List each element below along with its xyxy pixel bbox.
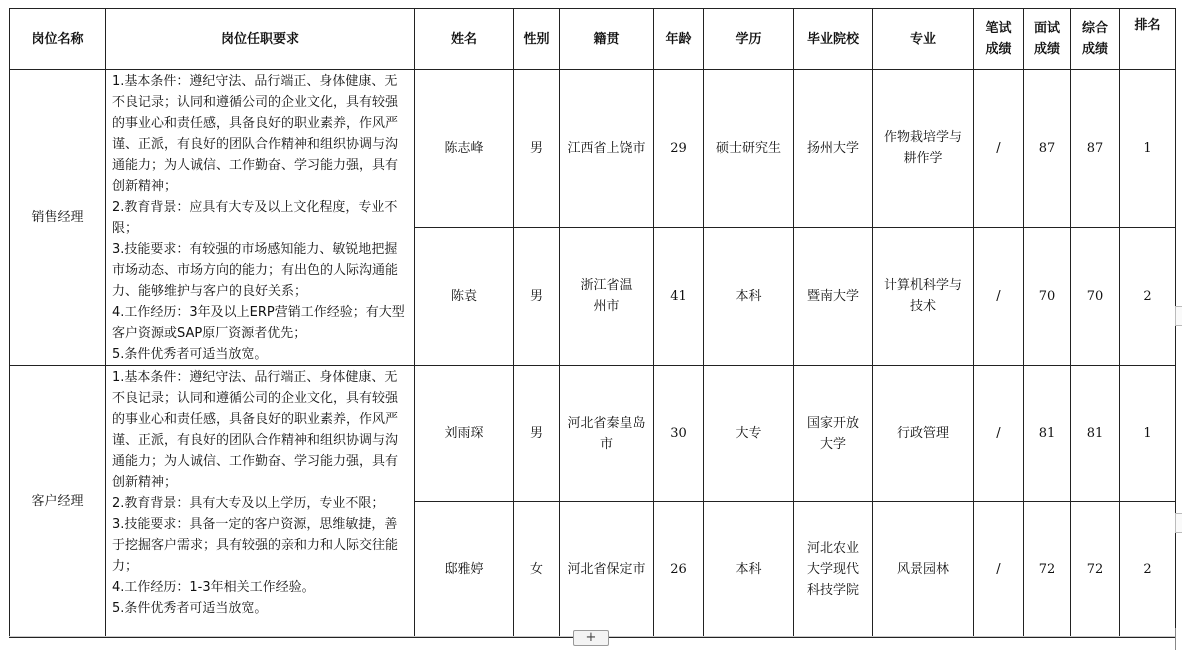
scroll-handle[interactable] (1175, 306, 1182, 326)
candidate-gender-cell[interactable]: 女 (514, 502, 560, 638)
header-major[interactable]: 专业 (873, 9, 974, 70)
candidate-written-cell[interactable]: / (974, 366, 1024, 502)
candidate-total-cell[interactable]: 87 (1071, 70, 1120, 228)
candidate-education-cell[interactable]: 硕士研究生 (704, 70, 794, 228)
requirement-item: 4.工作经历：3年及以上ERP营销工作经验；有大型客户资源或SAP原厂资源者优先； (112, 305, 405, 341)
candidate-age-cell[interactable]: 26 (654, 502, 704, 638)
candidate-name-cell[interactable]: 陈志峰 (415, 70, 514, 228)
candidate-education-cell[interactable]: 本科 (704, 502, 794, 638)
candidate-school-cell[interactable]: 扬州大学 (794, 70, 873, 228)
candidate-total-cell[interactable]: 70 (1071, 227, 1120, 365)
position-title-cell[interactable]: 客户经理 (10, 366, 106, 638)
requirement-item: 5.条件优秀者可适当放宽。 (112, 347, 268, 362)
header-position[interactable]: 岗位名称 (10, 9, 106, 70)
header-written-score[interactable] (974, 9, 1024, 70)
candidate-origin-cell[interactable]: 河北省秦皇岛市 (560, 366, 654, 502)
candidate-gender-cell[interactable]: 男 (514, 366, 560, 502)
candidate-total-cell[interactable]: 72 (1071, 502, 1120, 638)
candidate-origin-cell[interactable]: 浙江省温州市 (560, 227, 654, 365)
candidate-written-cell[interactable]: / (974, 502, 1024, 638)
candidate-total-cell[interactable]: 81 (1071, 366, 1120, 502)
candidate-major-cell[interactable]: 风景园林 (873, 502, 974, 638)
candidate-interview-cell[interactable]: 87 (1024, 70, 1071, 228)
requirement-item: 1.基本条件：遵纪守法、品行端正、身体健康、无不良记录；认同和遵循公司的企业文化，具有较强的事业心和责任感，具备良好的职业素养，作风严谨、正派，有良好的团队合作精神和组织协调与沟通能力；为人诚信、工作勤奋、学习能力强，具有创新精神； (112, 370, 399, 490)
header-total-line2: 成绩 (1081, 42, 1108, 57)
candidate-rank-cell[interactable]: 2 (1120, 502, 1176, 638)
candidate-school-cell[interactable]: 河北农业大学现代科技学院 (794, 502, 873, 638)
header-interview-score[interactable] (1024, 9, 1071, 70)
requirement-item: 2.教育背景：具有大专及以上学历，专业不限； (112, 496, 385, 511)
candidate-rank-cell[interactable]: 1 (1120, 366, 1176, 502)
candidate-age-cell[interactable]: 30 (654, 366, 704, 502)
candidate-name-cell[interactable]: 刘雨琛 (415, 366, 514, 502)
candidate-gender-cell[interactable]: 男 (514, 227, 560, 365)
table-row (10, 70, 1176, 228)
requirements-cell[interactable] (106, 70, 415, 366)
header-age[interactable]: 年龄 (654, 9, 704, 70)
header-written-line1: 笔试 (985, 21, 1012, 36)
header-row (10, 9, 1176, 70)
requirement-item: 1.基本条件：遵纪守法、品行端正、身体健康、无不良记录；认同和遵循公司的企业文化，具有较强的事业心和责任感，具备良好的职业素养，作风严谨、正派，有良好的团队合作精神和组织协调与沟通能力；为人诚信、工作勤奋、学习能力强，具有创新精神； (112, 74, 399, 194)
scroll-handle[interactable] (1175, 513, 1182, 533)
candidate-major-cell[interactable]: 行政管理 (873, 366, 974, 502)
candidate-origin-cell[interactable]: 江西省上饶市 (560, 70, 654, 228)
candidate-written-cell[interactable]: / (974, 227, 1024, 365)
header-written-line2: 成绩 (985, 42, 1012, 57)
requirement-item: 5.条件优秀者可适当放宽。 (112, 601, 268, 616)
header-total-line1: 综合 (1081, 21, 1108, 36)
candidate-name-cell[interactable]: 邸雅婷 (415, 502, 514, 638)
header-requirements[interactable]: 岗位任职要求 (106, 9, 415, 70)
candidate-table (9, 8, 1176, 638)
corner-divider (1175, 628, 1182, 650)
header-total-score[interactable] (1071, 9, 1120, 70)
position-title-cell[interactable]: 销售经理 (10, 70, 106, 366)
add-row-button[interactable]: + (573, 630, 609, 646)
candidate-interview-cell[interactable]: 70 (1024, 227, 1071, 365)
requirement-item: 3.技能要求：具备一定的客户资源，思维敏捷，善于挖掘客户需求；具有较强的亲和力和人际交往能力； (112, 517, 399, 574)
header-education[interactable]: 学历 (704, 9, 794, 70)
requirements-cell[interactable] (106, 366, 415, 638)
header-name[interactable]: 姓名 (415, 9, 514, 70)
candidate-age-cell[interactable]: 29 (654, 70, 704, 228)
candidate-school-cell[interactable]: 暨南大学 (794, 227, 873, 365)
header-interview-line2: 成绩 (1033, 42, 1060, 57)
header-school[interactable]: 毕业院校 (794, 9, 873, 70)
candidate-education-cell[interactable]: 本科 (704, 227, 794, 365)
candidate-major-cell[interactable]: 计算机科学与技术 (873, 227, 974, 365)
candidate-school-cell[interactable]: 国家开放大学 (794, 366, 873, 502)
candidate-major-cell[interactable]: 作物栽培学与耕作学 (873, 70, 974, 228)
requirement-item: 2.教育背景：应具有大专及以上文化程度，专业不限； (112, 200, 398, 236)
candidate-rank-cell[interactable]: 1 (1120, 70, 1176, 228)
header-origin[interactable]: 籍贯 (560, 9, 654, 70)
candidate-name-cell[interactable]: 陈袁 (415, 227, 514, 365)
candidate-age-cell[interactable]: 41 (654, 227, 704, 365)
requirement-item: 3.技能要求：有较强的市场感知能力、敏锐地把握市场动态、市场方向的能力；有出色的人际沟通能力、能够维护与客户的良好关系； (112, 242, 399, 299)
header-interview-line1: 面试 (1033, 21, 1060, 36)
candidate-written-cell[interactable]: / (974, 70, 1024, 228)
header-gender[interactable]: 性别 (514, 9, 560, 70)
candidate-education-cell[interactable]: 大专 (704, 366, 794, 502)
table-row (10, 366, 1176, 502)
candidate-gender-cell[interactable]: 男 (514, 70, 560, 228)
candidate-origin-cell[interactable]: 河北省保定市 (560, 502, 654, 638)
candidate-interview-cell[interactable]: 81 (1024, 366, 1071, 502)
candidate-interview-cell[interactable]: 72 (1024, 502, 1071, 638)
candidate-rank-cell[interactable]: 2 (1120, 227, 1176, 365)
requirement-item: 4.工作经历：1-3年相关工作经验。 (112, 580, 315, 595)
header-rank[interactable]: 排名 (1120, 9, 1176, 70)
